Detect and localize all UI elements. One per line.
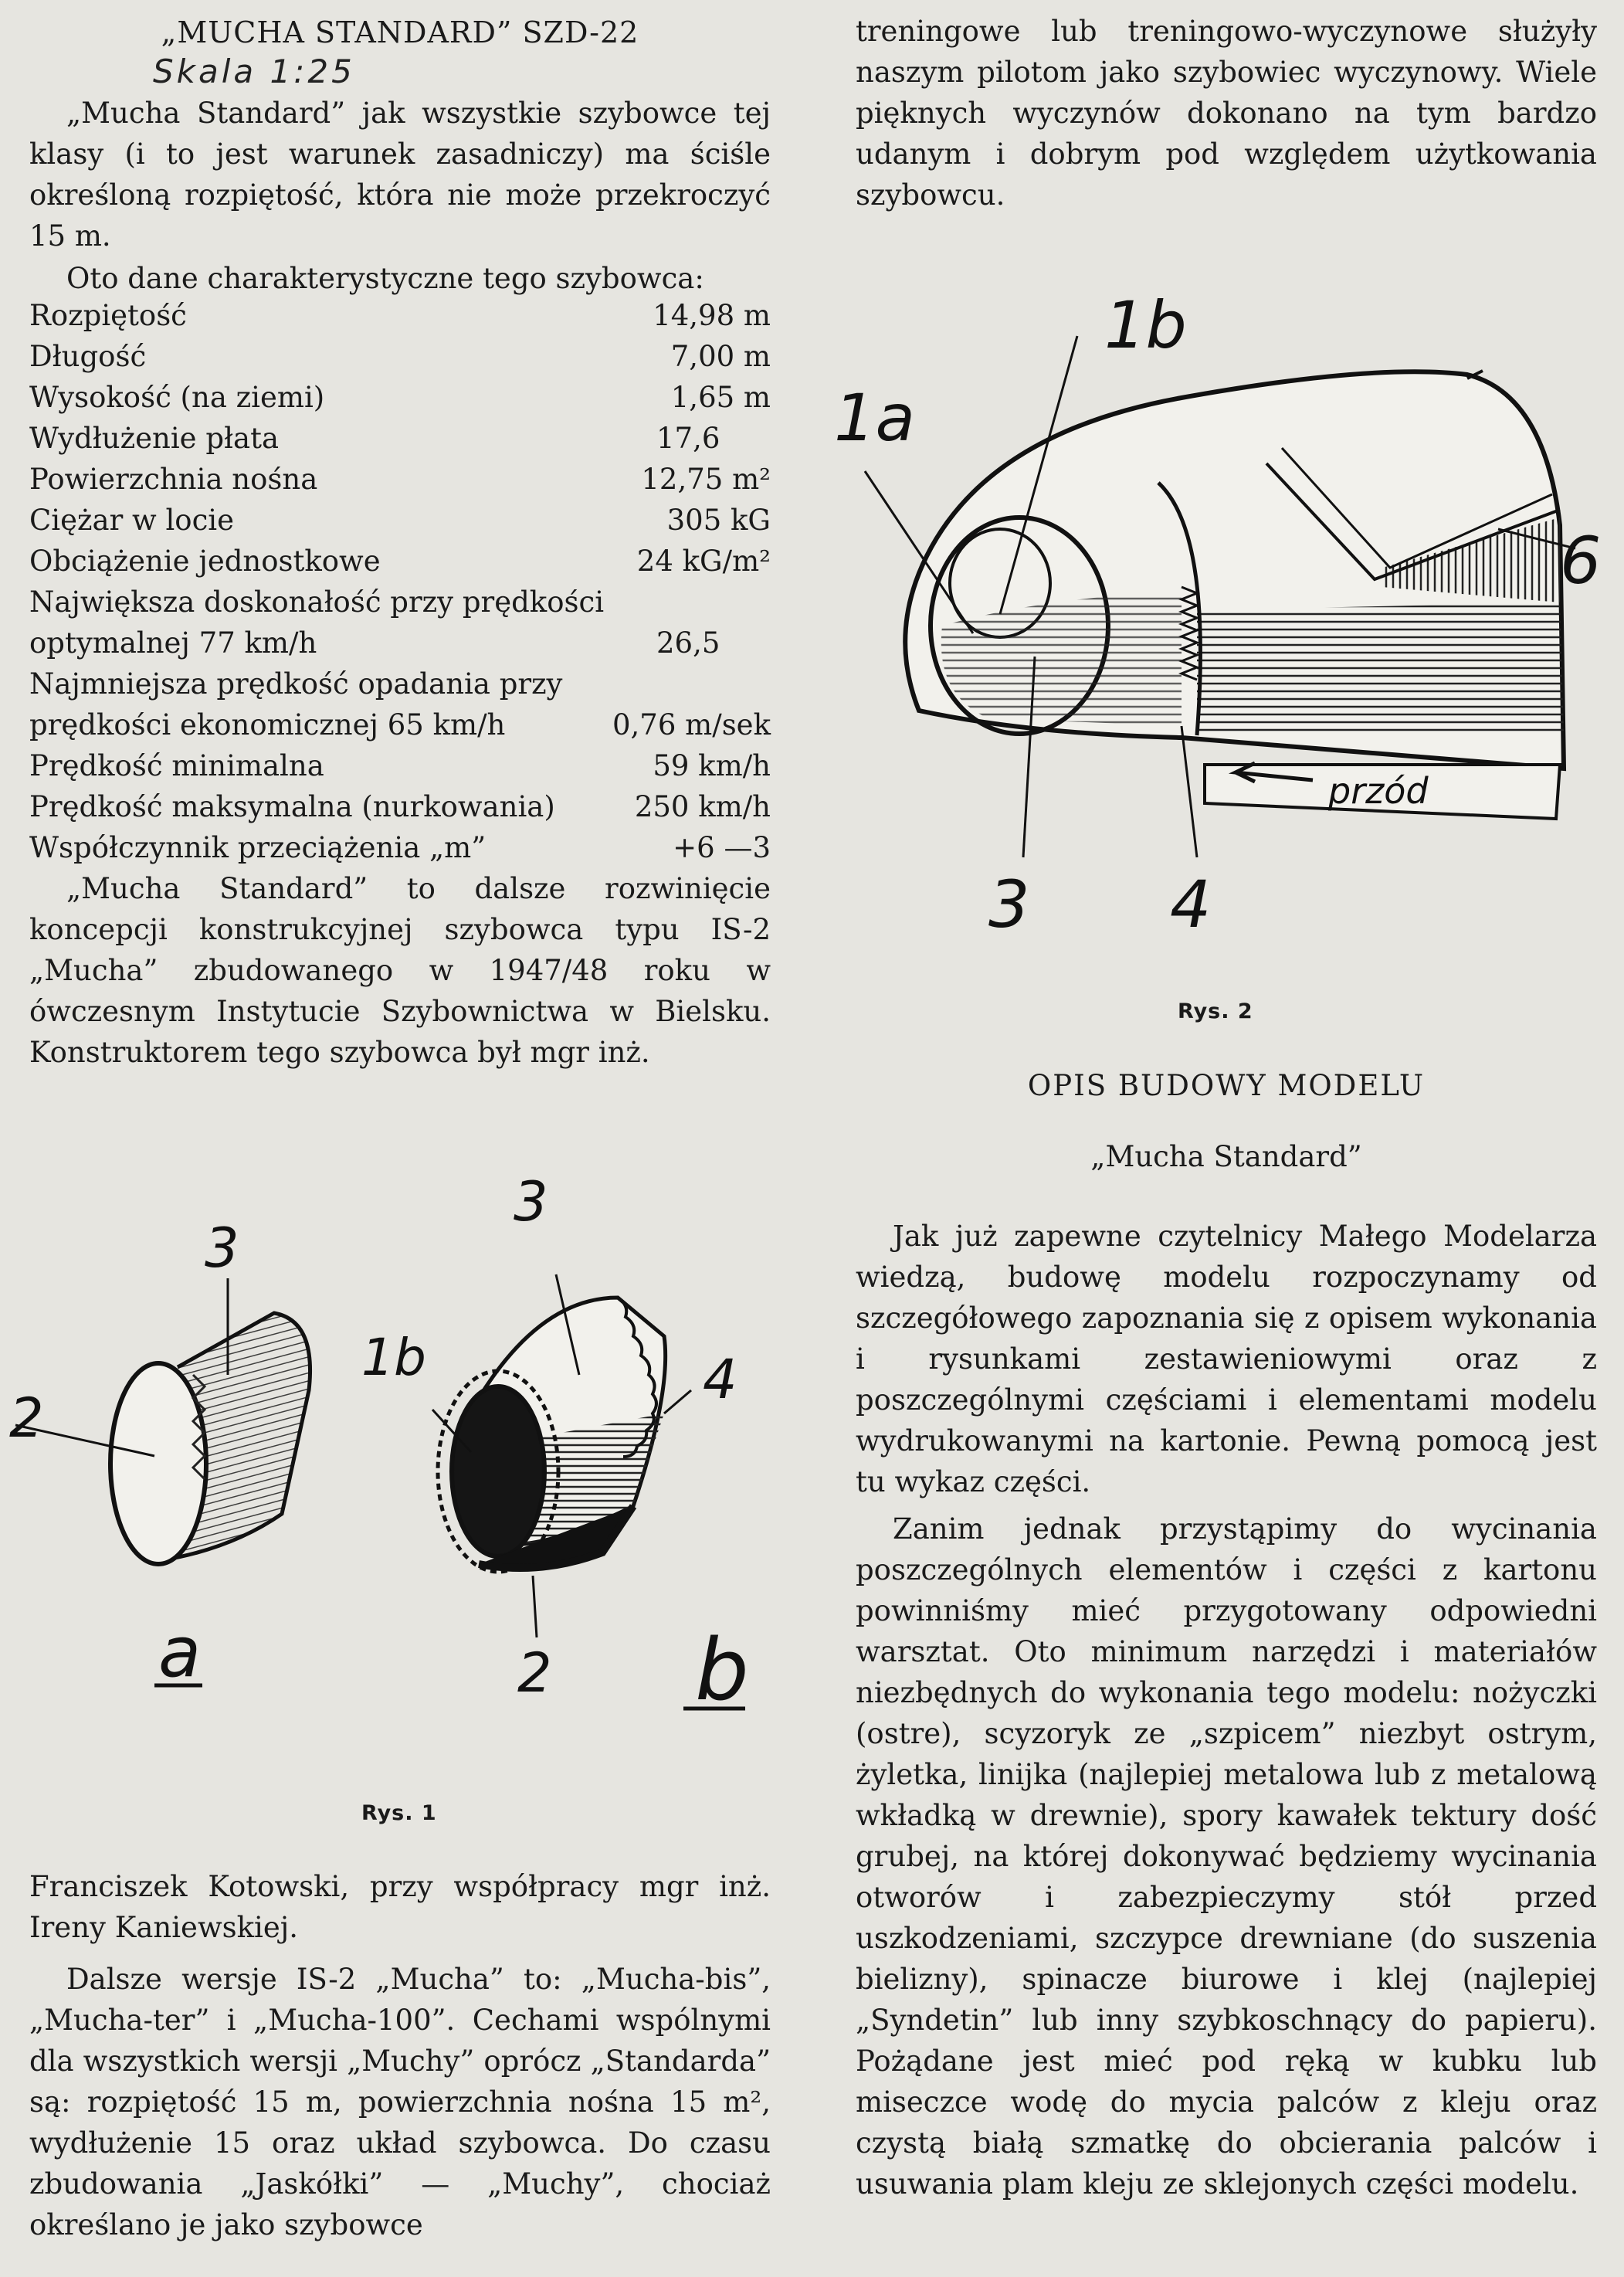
section-heading: OPIS BUDOWY MODELU: [1027, 1069, 1426, 1102]
continuation-paragraph: treningowe lub treningowo-wyczynowe służyły naszym pilotom jako szybowiec wyczynowy. Wiele pięknych wyczynów dokonano na tym bardzo udanym i dobrym pod względem użytkowania szybowcu.: [856, 15, 1597, 212]
figure-1-caption: Rys. 1: [361, 1801, 437, 1825]
right-top-block: [856, 11, 1597, 215]
figure-2-label: 4: [1170, 867, 1212, 942]
figure-2-drawing: [834, 263, 1606, 973]
figure-1-label: 2: [517, 1641, 552, 1705]
figure-1-label: 1b: [361, 1328, 426, 1387]
intro-paragraph: „Mucha Standard” jak wszystkie szybowce tej klasy (i to jest warunek zasadniczy) ma ściśle określoną rozpiętość, która nie może przekroczyć 15 m.: [29, 97, 771, 253]
figure-2-cockpit-nose: [865, 336, 1575, 857]
figure-2-label: 6: [1560, 523, 1602, 599]
figure-1-label: 3: [205, 1217, 239, 1280]
figure-1-label: a: [158, 1612, 202, 1693]
build-block: [856, 1216, 1597, 2204]
author-credit: Franciszek Kotowski, przy współpracy mgr inż. Ireny Kaniewskiej.: [29, 1870, 771, 1944]
article-title: „MUCHA STANDARD” SZD-22: [161, 15, 639, 49]
figure-2-label: przód: [1328, 770, 1429, 812]
specs-intro: Oto dane charakterystyczne tego szybowca:: [66, 262, 704, 295]
versions-paragraph: Dalsze wersje IS-2 „Mucha” to: „Mucha-bis”, „Mucha-ter” i „Mucha-100”. Cechami wspólnymi dla wszystkich wersji „Muchy” oprócz „Standarda” są: rozpiętość 15 m, powierzchnia nośna 15 m², wydłużenie 15 oraz układ szybowca. Do czasu zbudowania „Jaskółki” — „Muchy”, chociaż określano je jako szybowce: [29, 1963, 771, 2241]
figure-1-label: 4: [703, 1348, 737, 1411]
history-paragraph: „Mucha Standard” to dalsze rozwinięcie koncepcji konstrukcyjnej szybowca typu IS-2 „Mucha” zbudowanego w 1947/48 roku w ówczesnym Instytucie Szybownictwa w Bielsku. Konstruktorem tego szybowca był mgr inż.: [29, 872, 771, 1069]
figure-2-caption: Rys. 2: [1178, 999, 1253, 1023]
handwritten-scale-note: Skala 1:25: [153, 53, 355, 90]
intro-block: [29, 93, 771, 299]
figure-2-label: 1b: [1104, 287, 1187, 363]
section-subheading: „Mucha Standard”: [1090, 1140, 1362, 1173]
figure-1-label: 2: [9, 1386, 44, 1450]
figure-1-drawing: [0, 1143, 803, 1838]
figure-2-label: 1a: [834, 380, 915, 456]
figure-1-label: 3: [514, 1170, 548, 1234]
author-block: [29, 1866, 771, 2245]
build-paragraph-2: Zanim jednak przystąpimy do wycinania poszczególnych elementów i części z kartonu powinniśmy mieć przygotowany odpowiedni warsztat. Oto minimum narzędzi i materiałów niezbędnych do wykonania tego modelu: nożyczki (ostre), scyzoryk ze „szpicem” niezbyt ostrym, żyletka, linijka (najlepiej metalowa lub z metalową wkładką w drewnie), spory kawałek tektury dość grubej, na której dokonywać będziemy wycinania otworów i zabezpieczymy stół przed uszkodzeniami, szczypce drewniane (do suszenia bielizny), spinacze biurowe i klej (najlepiej „Syndetin” lub inny szybkoschnący do papieru). Pożądane jest mieć pod ręką w kubku lub miseczce wodę do mycia palców z kleju oraz czystą białą szmatkę do obcierania palców i usuwania plam kleju ze sklejonych części modelu.: [856, 1512, 1597, 2201]
figure-1-label: b: [695, 1620, 749, 1719]
figure-2-label: 3: [988, 867, 1030, 942]
build-paragraph-1: Jak już zapewne czytelnicy Małego Modelarza wiedzą, budowę modelu rozpoczynamy od szczegółowego zapoznania się z opisem wykonania i rysunkami zestawieniowymi oraz z poszczególnymi częściami i elementami modelu wydrukowanymi na kartonie. Pewną pomocą jest tu wykaz części.: [856, 1220, 1597, 1498]
history-block: [29, 868, 771, 1073]
